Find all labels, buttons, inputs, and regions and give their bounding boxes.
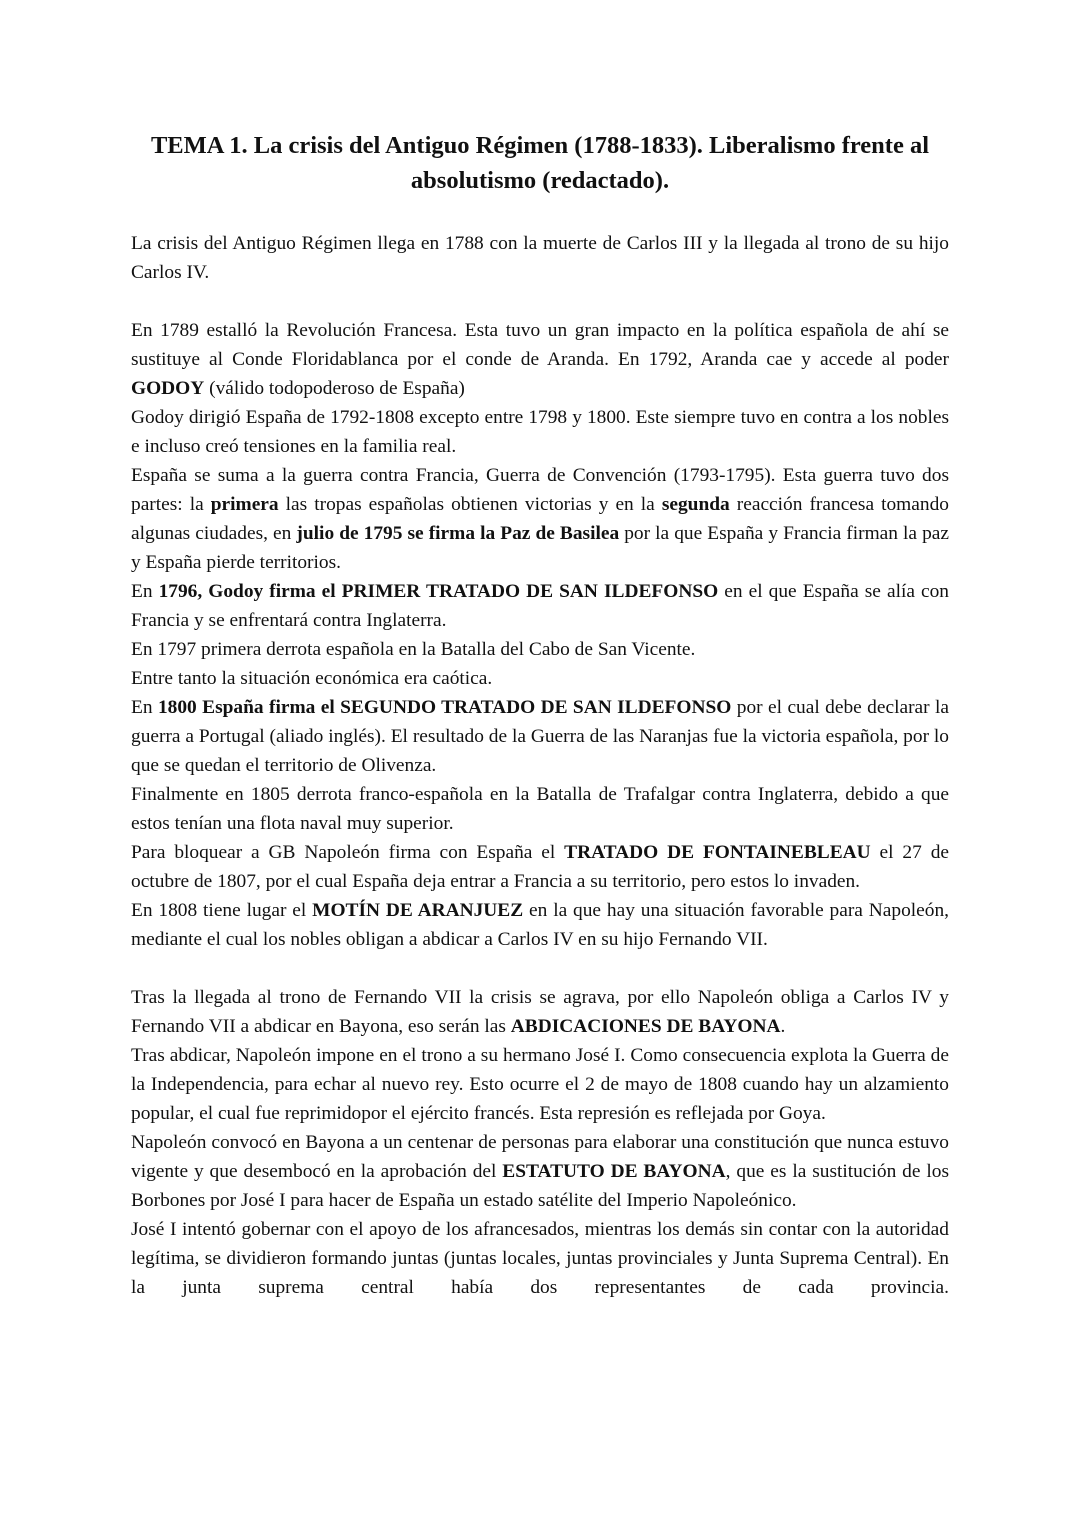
paragraph: [131, 1128, 949, 1215]
bold-text: MOTÍN DE ARANJUEZ: [312, 900, 524, 921]
text: el 27 de octubre de 1807, por el cual España deja entrar a Francia a su territorio, pero estos lo invaden.: [131, 842, 950, 892]
text: .: [780, 1016, 786, 1037]
bold-text: ESTATUTO DE BAYONA: [502, 1161, 726, 1182]
paragraph: [131, 316, 949, 403]
paragraph: [131, 1215, 949, 1302]
paragraph: [131, 780, 949, 838]
text: Napoleón convocó en Bayona a un centenar de personas para elaborar una constitución que nunca estuvo vigente y que desembocó en la aprobación del: [131, 1132, 949, 1182]
bold-text: GODOY: [131, 378, 205, 399]
paragraph: [131, 983, 949, 1041]
paragraph: [131, 664, 949, 693]
paragraph-block: [131, 229, 949, 287]
bold-text: 1800 España firma el SEGUNDO TRATADO DE SAN ILDEFONSO: [157, 697, 732, 718]
text: En 1797 primera derrota española en la Batalla del Cabo de San Vicente.: [131, 639, 696, 660]
text: Entre tanto la situación económica era caótica.: [131, 668, 493, 689]
bold-text: julio de 1795 se firma la Paz de Basilea: [296, 523, 620, 544]
text: (válido todopoderoso de España): [204, 378, 465, 399]
text: En 1808 tiene lugar el: [131, 900, 313, 921]
paragraph: [131, 1041, 949, 1128]
text: en la que hay una situación favorable para Napoleón, mediante el cual los nobles obligan a abdicar a Carlos IV en su hijo Fernando VII.: [131, 900, 949, 950]
document-title: TEMA 1. La crisis del Antiguo Régimen (1788-1833). Liberalismo frente al absolutismo (redactado).: [150, 132, 930, 194]
text: José I intentó gobernar con el apoyo de los afrancesados, mientras los demás sin contar con la autoridad legítima, se dividieron formando juntas (juntas locales, juntas provinciales y Junta Suprema Central). En la junta suprema central había dos representantes de cada provincia.: [131, 1219, 949, 1298]
paragraph-block: [131, 316, 949, 954]
paragraph: [131, 896, 949, 954]
text: , que es la sustitución de los Borbones por José I para hacer de España un estado satélite del Imperio Napoleónico.: [131, 1161, 949, 1211]
bold-text: ABDICACIONES DE BAYONA: [510, 1016, 781, 1037]
document-body: [131, 229, 949, 1331]
paragraph: [131, 461, 949, 577]
paragraph: [131, 229, 949, 287]
text: En 1789 estalló la Revolución Francesa. Esta tuvo un gran impacto en la política española de ahí se sustituye al Conde Floridablanca por el conde de Aranda. En 1792, Aranda cae y accede al poder: [131, 320, 949, 370]
text: En: [131, 581, 159, 602]
text: por la que España y Francia firman la paz y España pierde territorios.: [131, 523, 950, 573]
text: En: [131, 697, 158, 718]
text: las tropas españolas obtienen victorias y en la: [278, 494, 662, 515]
text: Godoy dirigió España de 1792-1808 excepto entre 1798 y 1800. Este siempre tuvo en contra a los nobles e incluso creó tensiones en la familia real.: [131, 407, 949, 457]
paragraph: [131, 403, 949, 461]
text: La crisis del Antiguo Régimen llega en 1788 con la muerte de Carlos III y la llegada al trono de su hijo Carlos IV.: [131, 233, 949, 283]
text: reacción francesa tomando algunas ciudades, en: [131, 494, 949, 544]
text: Finalmente en 1805 derrota franco-española en la Batalla de Trafalgar contra Inglaterra, debido a que estos tenían una flota naval muy superior.: [131, 784, 949, 834]
paragraph: [131, 693, 949, 780]
text: por el cual debe declarar la guerra a Portugal (aliado inglés). El resultado de la Guerra de las Naranjas fue la victoria española, por lo que se quedan el territorio de Olivenza.: [131, 697, 949, 776]
paragraph: [131, 635, 949, 664]
text: Para bloquear a GB Napoleón firma con España el: [131, 842, 565, 863]
text: Tras abdicar, Napoleón impone en el trono a su hermano José I. Como consecuencia explota la Guerra de la Independencia, para echar al nuevo rey. Esto ocurre el 2 de mayo de 1808 cuando hay un alzamiento popular, el cual fue reprimidopor el ejército francés. Esta represión es reflejada por Goya.: [131, 1045, 949, 1124]
paragraph: [131, 838, 949, 896]
text: en el que España se alía con Francia y se enfrentará contra Inglaterra.: [131, 581, 949, 631]
bold-text: primera: [210, 494, 279, 515]
paragraph-block: [131, 983, 949, 1302]
bold-text: 1796, Godoy firma el PRIMER TRATADO DE SAN ILDEFONSO: [158, 581, 719, 602]
bold-text: TRATADO DE FONTAINEBLEAU: [564, 842, 871, 863]
paragraph: [131, 577, 949, 635]
text: Tras la llegada al trono de Fernando VII la crisis se agrava, por ello Napoleón obliga a Carlos IV y Fernando VII a abdicar en Bayona, eso serán las: [131, 987, 949, 1037]
bold-text: segunda: [661, 494, 730, 515]
text: España se suma a la guerra contra Francia, Guerra de Convención (1793-1795). Esta guerra tuvo dos partes: la: [131, 465, 949, 515]
